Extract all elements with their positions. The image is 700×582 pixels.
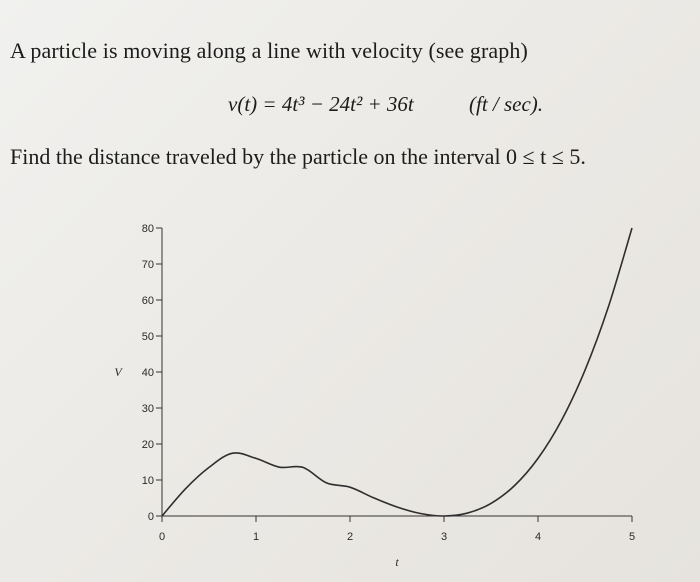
velocity-units: (ft / sec). — [469, 92, 544, 116]
y-tick-label: 30 — [141, 403, 154, 415]
y-tick-label: 80 — [141, 223, 154, 235]
question-text: Find the distance traveled by the particle on the interval 0 ≤ t ≤ 5. — [10, 144, 586, 169]
y-tick-label: 60 — [141, 295, 154, 307]
chart-ticks — [156, 228, 632, 522]
x-tick-label: 5 — [628, 531, 636, 543]
y-tick-label: 20 — [141, 439, 154, 451]
velocity-curve — [162, 228, 632, 516]
velocity-equation: v(t) = 4t³ − 24t² + 36t — [228, 92, 414, 116]
y-axis-label: V — [114, 365, 122, 379]
y-tick-label: 50 — [141, 331, 154, 343]
x-tick-label: 1 — [252, 531, 260, 543]
chart-series — [162, 228, 632, 516]
x-tick-label: 0 — [158, 531, 166, 543]
x-tick-label: 4 — [534, 531, 542, 543]
problem-statement: A particle is moving along a line with velocity (see graph) — [10, 38, 528, 63]
x-axis-label: t — [395, 555, 399, 569]
chart-axes — [162, 228, 632, 516]
y-tick-label: 10 — [141, 475, 154, 487]
x-tick-label: 3 — [440, 531, 448, 543]
y-tick-label: 40 — [141, 367, 154, 379]
y-tick-label: 70 — [141, 259, 154, 271]
chart-labels — [114, 223, 635, 569]
x-tick-label: 2 — [346, 531, 354, 543]
y-tick-label: 0 — [147, 511, 154, 523]
